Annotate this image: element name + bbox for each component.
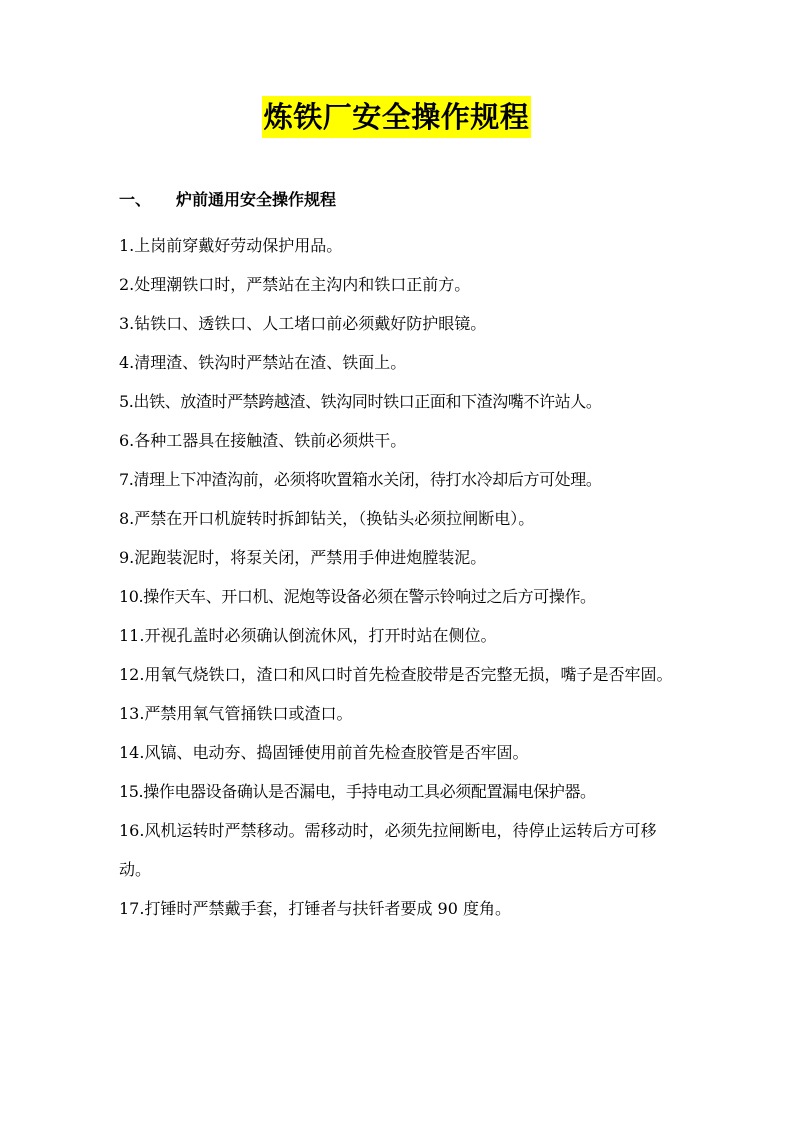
rule-item-3: 3.钻铁口、透铁口、人工堵口前必须戴好防护眼镜。 [119,314,487,333]
section-heading-text: 炉前通用安全操作规程 [176,190,337,209]
rule-item-14: 14.风镐、电动夯、捣固锤使用前首先检查胶管是否牢固。 [119,743,529,762]
title-container [0,96,793,138]
rule-item-13: 13.严禁用氧气管捅铁口或渣口。 [119,704,353,723]
rule-item-1: 1.上岗前穿戴好劳动保护用品。 [119,236,343,255]
document-title: 炼铁厂安全操作规程 [262,96,532,138]
rule-item-8: 8.严禁在开口机旋转时拆卸钻关，（换钻头必须拉闸断电）。 [119,509,535,528]
rule-item-7: 7.清理上下冲渣沟前，必须将吹置箱水关闭，待打水冷却后方可处理。 [119,470,602,489]
rule-item-17: 17.打锤时严禁戴手套，打锤者与扶钎者要成 90 度角。 [119,899,511,918]
rule-item-12: 12.用氧气烧铁口，渣口和风口时首先检查胶带是否完整无损，嘴子是否牢固。 [119,665,673,684]
section-heading [119,187,336,213]
rule-item-16: 16.风机运转时严禁移动。需移动时，必须先拉闸断电，待停止运转后方可移动。 [119,821,657,879]
rule-item-6: 6.各种工器具在接触渣、铁前必须烘干。 [119,431,407,450]
rule-item-5: 5.出铁、放渣时严禁跨越渣、铁沟同时铁口正面和下渣沟嘴不许站人。 [119,392,602,411]
rule-item-4: 4.清理渣、铁沟时严禁站在渣、铁面上。 [119,353,407,372]
rules-list [119,226,679,928]
rule-item-11: 11.开视孔盖时必须确认倒流休风，打开时站在侧位。 [119,626,497,645]
rule-item-9: 9.泥跑装泥时，将泵关闭，严禁用手伸进炮膛装泥。 [119,548,487,567]
rule-item-15: 15.操作电器设备确认是否漏电，手持电动工具必须配置漏电保护器。 [119,782,596,801]
rule-item-10: 10.操作天车、开口机、泥炮等设备必须在警示铃响过之后方可操作。 [119,587,596,606]
rule-item-2: 2.处理潮铁口时，严禁站在主沟内和铁口正前方。 [119,275,471,294]
section-number: 一、 [119,190,152,209]
